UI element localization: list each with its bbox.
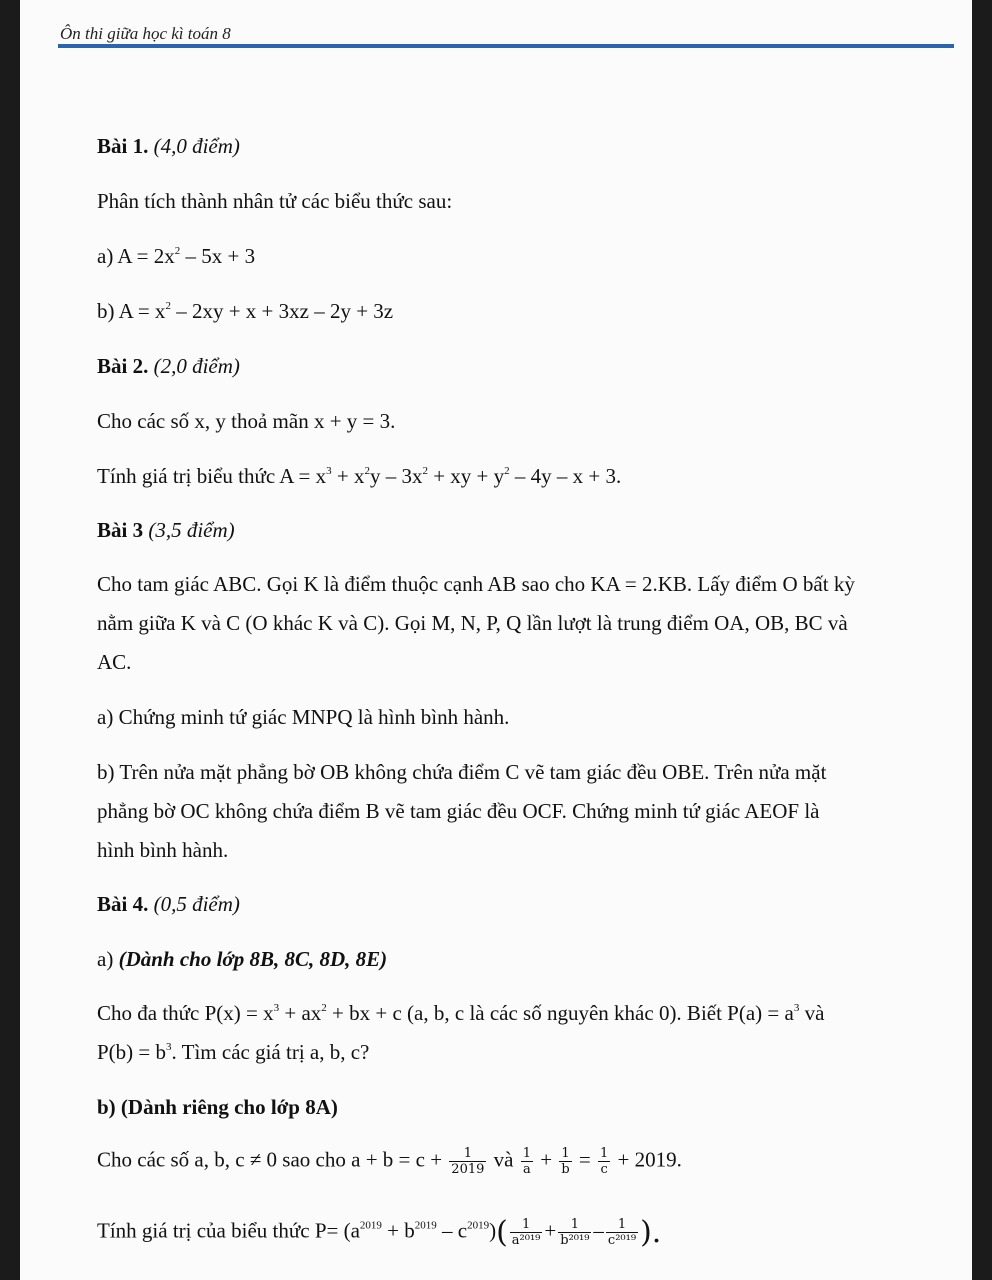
bai2-line1: Cho các số x, y thoả mãn x + y = 3. — [97, 409, 396, 433]
bai1-item-a — [97, 244, 255, 269]
bai4-a-line1 — [97, 1001, 824, 1026]
text: P(b) = b — [97, 1040, 167, 1064]
text: – 4y – x + 3. — [509, 464, 622, 488]
text: Cho đa thức P(x) = x — [97, 1001, 274, 1025]
bai3-item-a: a) Chứng minh tứ giác MNPQ là hình bình hành. — [97, 705, 510, 729]
numerator: 1 — [600, 1146, 609, 1161]
text: và — [493, 1147, 514, 1172]
fraction — [510, 1217, 543, 1248]
bai2-points: (2,0 điểm) — [153, 354, 240, 378]
operator: = — [578, 1147, 591, 1172]
text: + 2019. — [617, 1147, 682, 1172]
numerator: 1 — [606, 1217, 638, 1233]
numerator: 1 — [559, 1146, 571, 1162]
exponent: 3 — [326, 465, 332, 477]
text: + xy + y — [427, 464, 505, 488]
bai2-line2 — [97, 464, 621, 489]
numerator: 1 — [510, 1217, 543, 1233]
fraction — [559, 1146, 571, 1177]
text: + b — [381, 1218, 415, 1243]
bai3-item-b-line2: phẳng bờ OC không chứa điểm B vẽ tam giác đều OCF. Chứng minh tứ giác AEOF là — [97, 799, 820, 823]
denominator: a²⁰¹⁹ — [511, 1233, 541, 1248]
denominator: c²⁰¹⁹ — [607, 1233, 637, 1248]
denominator: c — [600, 1162, 608, 1177]
text: Cho các số a, b, c ≠ 0 sao cho a + b = c + — [97, 1147, 443, 1172]
left-paren: ( — [496, 1215, 508, 1250]
exponent: 2 — [174, 245, 181, 257]
header-rule — [58, 44, 954, 48]
bai3-item-b-line3: hình bình hành. — [97, 838, 229, 862]
numerator: 1 — [522, 1146, 531, 1161]
exponent: 2 — [504, 465, 510, 477]
text: a) A = 2x — [97, 244, 175, 268]
text: Tính giá trị biểu thức A = x — [97, 464, 327, 488]
bai3-para-line2: nằm giữa K và C (O khác K và C). Gọi M, N, P, Q lần lượt là trung điểm OA, OB, BC và — [97, 611, 848, 635]
bai4-a-title-line — [97, 947, 387, 972]
bai4-heading: Bài 4. — [97, 892, 149, 916]
denominator: b — [561, 1162, 570, 1177]
text: – 5x + 3 — [180, 244, 256, 268]
bai2-heading: Bài 2. — [97, 354, 149, 378]
numerator: 1 — [558, 1217, 591, 1233]
text: y – 3x — [369, 464, 423, 488]
exponent: 2 — [321, 1002, 327, 1014]
bai3-heading: Bài 3 — [97, 518, 144, 542]
page-header: Ôn thi giữa học kì toán 8 — [60, 24, 231, 43]
bai3-item-b-line1: b) Trên nửa mặt phẳng bờ OB không chứa điểm C vẽ tam giác đều OBE. Trên nửa mặt — [97, 760, 827, 784]
bai3-points: (3,5 điểm) — [148, 518, 235, 542]
fraction — [558, 1217, 591, 1248]
text: và — [799, 1001, 825, 1025]
bai1-heading: Bài 1. — [97, 134, 149, 158]
text: + ax — [279, 1001, 322, 1025]
bai4-points: (0,5 điểm) — [153, 892, 240, 916]
bai1-heading-line — [97, 134, 240, 159]
text: – 2xy + x + 3xz – 2y + 3z — [170, 299, 394, 323]
text: ) — [489, 1218, 497, 1243]
exponent: 3 — [273, 1002, 280, 1014]
bai3-para-line1: Cho tam giác ABC. Gọi K là điểm thuộc cạnh AB sao cho KA = 2.KB. Lấy điểm O bất kỳ — [97, 572, 855, 596]
denominator: a — [522, 1162, 531, 1177]
bai4-a-title: (Dành cho lớp 8B, 8C, 8D, 8E) — [118, 947, 388, 971]
bai4-a-prefix: a) — [97, 947, 114, 971]
bai2-heading-line — [97, 354, 240, 379]
fraction — [449, 1146, 486, 1177]
text: + bx + c (a, b, c là các số nguyên khác 0). Biết P(a) = a — [326, 1001, 794, 1025]
bai4-b-line2 — [97, 1215, 661, 1250]
operator: + — [540, 1147, 553, 1172]
bai3-para-line3: AC. — [97, 650, 132, 674]
text: – c — [436, 1218, 468, 1243]
denominator: 2019 — [451, 1162, 485, 1177]
fraction — [606, 1217, 638, 1248]
text: . Tìm các giá trị a, b, c? — [171, 1040, 370, 1064]
bai4-b-title: b) (Dành riêng cho lớp 8A) — [97, 1095, 338, 1119]
bai1-intro: Phân tích thành nhân tử các biểu thức sau: — [97, 189, 453, 213]
exponent: 3 — [166, 1041, 172, 1053]
operator: – — [593, 1218, 604, 1243]
text: + x — [331, 464, 365, 488]
denominator: b²⁰¹⁹ — [560, 1233, 590, 1248]
operator: + — [544, 1218, 557, 1243]
exponent: 2 — [422, 465, 428, 477]
exponent: 2019 — [359, 1219, 382, 1232]
bai3-heading-line — [97, 518, 235, 543]
bai4-a-line2 — [97, 1040, 369, 1065]
bai1-points: (4,0 điểm) — [153, 134, 240, 158]
exponent: 2019 — [467, 1219, 490, 1232]
text: b) A = x — [97, 299, 166, 323]
bai4-b-line1 — [97, 1146, 682, 1177]
right-paren: ). — [640, 1215, 662, 1250]
fraction — [521, 1146, 533, 1177]
fraction — [598, 1146, 610, 1177]
numerator: 1 — [449, 1146, 486, 1162]
exponent: 2 — [165, 300, 171, 312]
document-page — [20, 0, 972, 1280]
exponent: 2 — [364, 465, 370, 477]
exponent: 3 — [793, 1002, 800, 1014]
exponent: 2019 — [414, 1219, 437, 1232]
bai1-item-b — [97, 299, 393, 324]
text: Tính giá trị của biểu thức P= (a — [97, 1218, 360, 1243]
bai4-heading-line — [97, 892, 240, 917]
